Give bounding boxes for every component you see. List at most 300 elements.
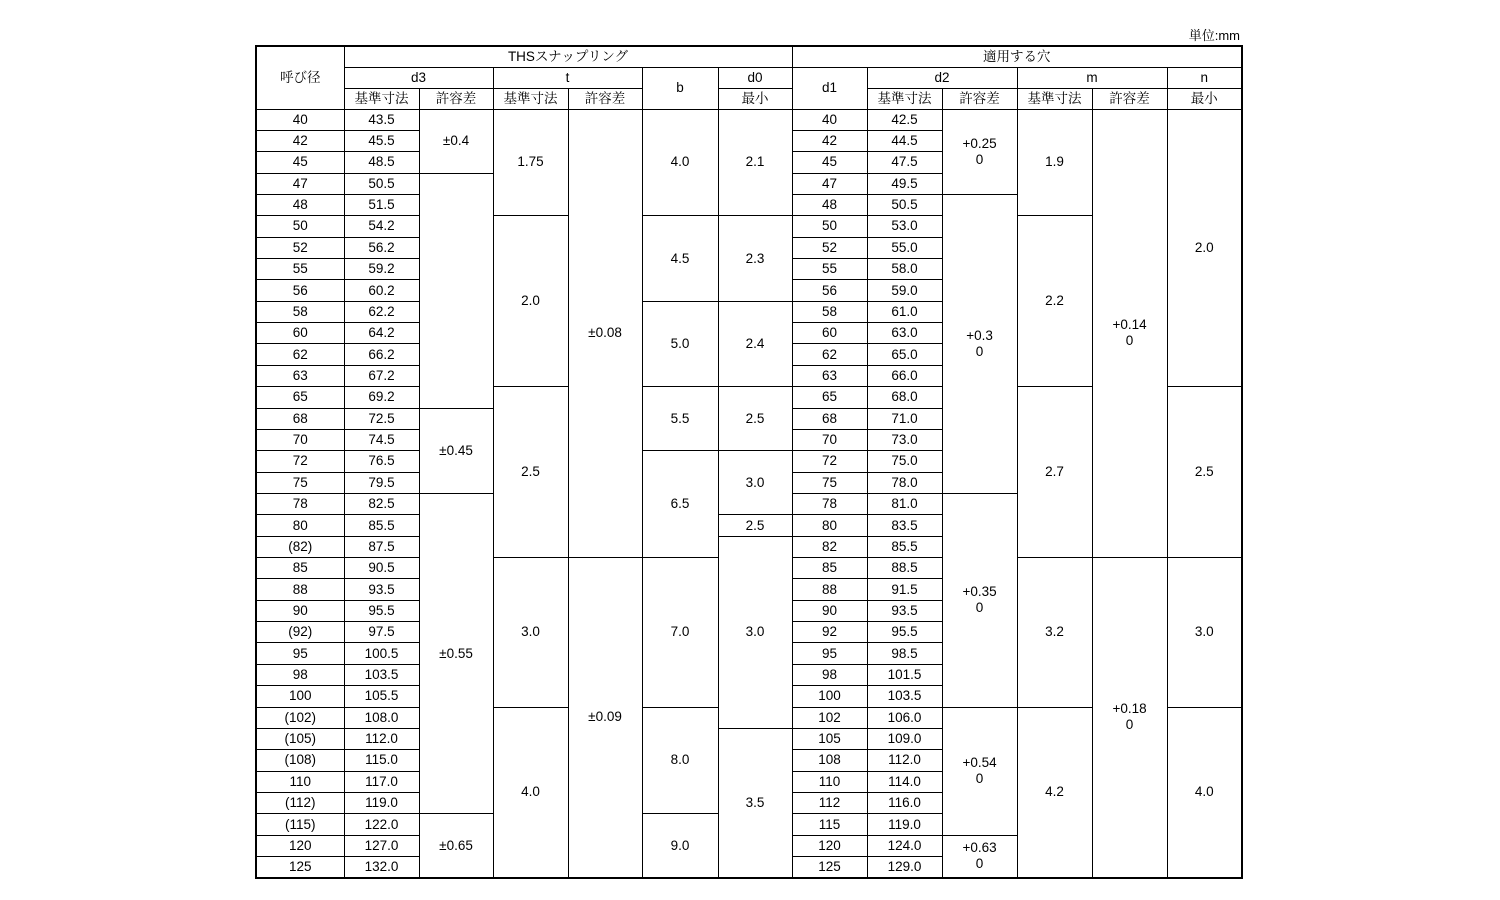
- cell-value: 103.5: [887, 688, 922, 704]
- cell-nominal: [256, 793, 344, 814]
- cell-nominal: [256, 515, 344, 536]
- header-d0: d0: [718, 67, 792, 88]
- cell-value: 0: [1125, 333, 1134, 349]
- cell-d2-base: [867, 259, 942, 280]
- cell-value: 50: [822, 218, 838, 234]
- cell-value: 8.0: [670, 752, 690, 768]
- cell-value: 78.0: [891, 474, 918, 490]
- cell-value: 63: [292, 367, 308, 383]
- cell-d3-base: [344, 686, 419, 707]
- cell-d1: [792, 835, 867, 856]
- cell-value: 74.5: [368, 432, 395, 448]
- cell-b: [642, 814, 718, 878]
- cell-value: 5.5: [670, 410, 690, 426]
- header-t: t: [493, 67, 642, 88]
- cell-d2-base: [867, 707, 942, 728]
- cell-value: 88.5: [891, 560, 918, 576]
- cell-d2-base: [867, 857, 942, 878]
- cell-value: 6.5: [670, 496, 690, 512]
- cell-d2-base: [867, 728, 942, 749]
- header-t-tol: 許容差: [568, 88, 642, 109]
- cell-d2-base: [867, 793, 942, 814]
- cell-d0-min: [718, 536, 792, 728]
- cell-value: 42: [292, 133, 308, 149]
- cell-value: 110: [289, 773, 312, 789]
- cell-value: 2.5: [1194, 464, 1214, 480]
- cell-nominal: [256, 237, 344, 258]
- cell-value: 2.7: [1045, 464, 1064, 480]
- cell-value: 59.2: [368, 261, 395, 277]
- cell-value: 100: [288, 688, 312, 704]
- cell-value: 1.75: [517, 154, 544, 170]
- cell-d1: [792, 536, 867, 557]
- cell-d3-base: [344, 857, 419, 878]
- cell-d0-min: [718, 515, 792, 536]
- cell-value: 0: [975, 856, 984, 872]
- header-d1: d1: [792, 67, 867, 109]
- cell-d3-base: [344, 622, 419, 643]
- header-d2: d2: [867, 67, 1017, 88]
- cell-value: 110: [818, 773, 841, 789]
- cell-t-tol: [568, 558, 642, 878]
- cell-b: [642, 451, 718, 558]
- cell-d2-base: [867, 173, 942, 194]
- cell-value: (115): [284, 816, 316, 832]
- cell-nominal: [256, 686, 344, 707]
- cell-d1: [792, 259, 867, 280]
- cell-n-min: [1167, 387, 1242, 558]
- cell-d0-min: [718, 451, 792, 515]
- cell-value: 5.0: [670, 335, 690, 351]
- cell-d2-base: [867, 301, 942, 322]
- cell-d3-base: [344, 579, 419, 600]
- cell-value: 2.0: [1194, 239, 1214, 255]
- header-ths-snap-ring: THSスナップリング: [344, 46, 792, 67]
- cell-value: 61.0: [891, 303, 918, 319]
- cell-d2-base: [867, 323, 942, 344]
- cell-d2-base: [867, 130, 942, 151]
- cell-t-base: [493, 109, 568, 216]
- cell-value: 90: [822, 602, 838, 618]
- header-d0-min: 最小: [718, 88, 792, 109]
- cell-value: 48.5: [368, 154, 395, 170]
- cell-value: 85.5: [368, 517, 395, 533]
- cell-value: 65: [822, 389, 838, 405]
- cell-value: 60.2: [368, 282, 395, 298]
- cell-value: 103.5: [364, 667, 399, 683]
- cell-value: 0: [975, 343, 984, 359]
- cell-d2-base: [867, 451, 942, 472]
- cell-d2-tol: [942, 109, 1017, 194]
- cell-d1: [792, 600, 867, 621]
- header-b: b: [642, 67, 718, 109]
- cell-value: 83.5: [891, 517, 918, 533]
- cell-d3-base: [344, 280, 419, 301]
- cell-d3-base: [344, 793, 419, 814]
- cell-d3-tol: [419, 814, 493, 878]
- cell-nominal: [256, 536, 344, 557]
- cell-value: 120: [818, 837, 841, 853]
- cell-value: 3.0: [521, 624, 540, 640]
- cell-t-base: [493, 558, 568, 708]
- cell-value: 0: [975, 771, 984, 787]
- header-m-base: 基準寸法: [1017, 88, 1092, 109]
- cell-d2-base: [867, 536, 942, 557]
- unit-label: 単位:mm: [1188, 28, 1240, 43]
- cell-nominal: [256, 835, 344, 856]
- cell-value: 85.5: [891, 538, 918, 554]
- cell-b: [642, 301, 718, 386]
- cell-value: 76.5: [368, 453, 395, 469]
- cell-d2-base: [867, 152, 942, 173]
- cell-d1: [792, 558, 867, 579]
- cell-n-min: [1167, 707, 1242, 878]
- cell-m-base: [1017, 558, 1092, 708]
- cell-d1: [792, 793, 867, 814]
- cell-value: 95.5: [891, 624, 918, 640]
- cell-d3-base: [344, 493, 419, 514]
- cell-value: 7.0: [670, 624, 690, 640]
- header-d2-base: 基準寸法: [867, 88, 942, 109]
- cell-t-tol: [568, 109, 642, 558]
- cell-value: +0.63: [962, 840, 997, 856]
- cell-nominal: [256, 152, 344, 173]
- cell-d3-base: [344, 429, 419, 450]
- cell-value: 56: [822, 282, 838, 298]
- cell-d3-tol: [419, 109, 493, 173]
- cell-b: [642, 707, 718, 814]
- cell-d1: [792, 707, 867, 728]
- cell-d1: [792, 771, 867, 792]
- header-applicable-hole: 適用する穴: [792, 46, 1242, 67]
- cell-value: 52: [292, 239, 308, 255]
- cell-d1: [792, 728, 867, 749]
- cell-d2-base: [867, 515, 942, 536]
- cell-value: 98: [822, 667, 838, 683]
- cell-d3-base: [344, 216, 419, 237]
- cell-value: 65: [292, 389, 308, 405]
- cell-value: 72.5: [368, 410, 395, 426]
- cell-d3-base: [344, 814, 419, 835]
- cell-value: 108.0: [364, 709, 399, 725]
- cell-value: 55.0: [891, 239, 918, 255]
- cell-d2-base: [867, 622, 942, 643]
- cell-value: 4.0: [670, 154, 690, 170]
- cell-value: 43.5: [368, 111, 395, 127]
- cell-value: 100: [818, 688, 841, 704]
- cell-value: 3.5: [745, 794, 765, 810]
- cell-nominal: [256, 451, 344, 472]
- cell-d1: [792, 750, 867, 771]
- cell-nominal: [256, 600, 344, 621]
- cell-value: 119.0: [888, 816, 921, 832]
- cell-value: 115.0: [365, 752, 398, 768]
- cell-n-min: [1167, 558, 1242, 708]
- cell-value: 120: [288, 837, 312, 853]
- header-d3: d3: [344, 67, 493, 88]
- cell-value: 92: [822, 624, 838, 640]
- cell-value: 54.2: [368, 218, 395, 234]
- cell-value: 42.5: [891, 111, 918, 127]
- cell-value: 70: [822, 432, 838, 448]
- cell-value: 62: [822, 346, 838, 362]
- cell-value: 3.0: [745, 624, 765, 640]
- cell-value: 63.0: [891, 325, 918, 341]
- cell-value: 58: [292, 303, 308, 319]
- cell-d1: [792, 237, 867, 258]
- cell-value: 129.0: [887, 859, 922, 874]
- cell-value: ±0.45: [439, 442, 473, 458]
- cell-value: 117.0: [365, 773, 398, 789]
- snap-ring-dimension-table: [255, 45, 1243, 879]
- cell-value: 124.0: [887, 837, 922, 853]
- header-n-min: 最小: [1167, 88, 1242, 109]
- cell-d3-base: [344, 152, 419, 173]
- cell-m-base: [1017, 387, 1092, 558]
- cell-value: 2.5: [521, 464, 540, 480]
- cell-value: 72: [292, 453, 308, 469]
- cell-value: 3.2: [1045, 624, 1064, 640]
- cell-m-base: [1017, 109, 1092, 216]
- cell-d3-base: [344, 750, 419, 771]
- cell-value: 63: [822, 367, 838, 383]
- cell-value: 69.2: [368, 389, 395, 405]
- cell-value: 50.5: [368, 175, 395, 191]
- cell-d3-base: [344, 237, 419, 258]
- cell-d3-base: [344, 130, 419, 151]
- cell-d2-base: [867, 387, 942, 408]
- cell-d3-base: [344, 408, 419, 429]
- cell-nominal: [256, 301, 344, 322]
- cell-d3-base: [344, 771, 419, 792]
- cell-d3-base: [344, 728, 419, 749]
- cell-value: 88: [292, 581, 308, 597]
- cell-d3-base: [344, 835, 419, 856]
- cell-d1: [792, 664, 867, 685]
- cell-d1: [792, 451, 867, 472]
- cell-d2-base: [867, 558, 942, 579]
- cell-value: 79.5: [368, 474, 395, 490]
- header-n: n: [1167, 67, 1242, 88]
- table-body: [256, 109, 1242, 878]
- table-header: [256, 46, 1242, 109]
- cell-d1: [792, 152, 867, 173]
- cell-value: 56: [292, 282, 308, 298]
- cell-value: 98.5: [891, 645, 918, 661]
- cell-nominal: [256, 664, 344, 685]
- cell-nominal: [256, 259, 344, 280]
- cell-value: 70: [292, 432, 308, 448]
- cell-value: 114.0: [888, 773, 921, 789]
- cell-d2-base: [867, 835, 942, 856]
- cell-value: +0.14: [1112, 317, 1147, 333]
- cell-d3-tol: [419, 173, 493, 408]
- cell-value: 97.5: [368, 624, 395, 640]
- cell-d1: [792, 344, 867, 365]
- cell-value: 80: [292, 517, 308, 533]
- cell-value: +0.54: [962, 755, 997, 771]
- cell-nominal: [256, 280, 344, 301]
- cell-value: 60: [822, 325, 838, 341]
- cell-m-base: [1017, 216, 1092, 387]
- cell-d0-min: [718, 301, 792, 386]
- cell-d3-base: [344, 387, 419, 408]
- header-d2-tol: 許容差: [942, 88, 1017, 109]
- cell-value: 78: [292, 496, 308, 512]
- header-d3-base: 基準寸法: [344, 88, 419, 109]
- cell-value: (92): [288, 624, 313, 640]
- cell-d3-base: [344, 365, 419, 386]
- cell-value: 72: [822, 453, 838, 469]
- cell-d0-min: [718, 387, 792, 451]
- cell-d1: [792, 429, 867, 450]
- header-d3-tol: 許容差: [419, 88, 493, 109]
- cell-nominal: [256, 387, 344, 408]
- cell-d2-base: [867, 365, 942, 386]
- cell-d1: [792, 857, 867, 878]
- table-row: [256, 109, 1242, 130]
- cell-d1: [792, 643, 867, 664]
- cell-value: 68: [292, 410, 308, 426]
- cell-d2-base: [867, 750, 942, 771]
- header-nominal-size: 呼び径: [256, 46, 344, 109]
- cell-value: 4.0: [1194, 784, 1214, 800]
- cell-value: 0: [975, 151, 984, 167]
- cell-value: 64.2: [368, 325, 395, 341]
- cell-value: 2.5: [745, 410, 765, 426]
- cell-value: 47: [292, 175, 308, 191]
- cell-d3-tol: [419, 493, 493, 813]
- cell-value: 3.0: [1194, 624, 1214, 640]
- cell-value: 58: [822, 303, 838, 319]
- cell-nominal: [256, 472, 344, 493]
- cell-d1: [792, 472, 867, 493]
- cell-value: 40: [822, 111, 838, 127]
- cell-b: [642, 387, 718, 451]
- cell-d2-tol: [942, 835, 1017, 878]
- cell-value: 125: [288, 859, 312, 874]
- cell-value: 51.5: [368, 197, 395, 213]
- cell-value: 0: [1125, 717, 1134, 733]
- cell-value: 122.0: [364, 816, 399, 832]
- cell-value: 112.0: [888, 752, 921, 768]
- cell-nominal: [256, 365, 344, 386]
- cell-value: 95: [292, 645, 308, 661]
- cell-value: 2.2: [1045, 293, 1064, 309]
- cell-value: 68.0: [891, 389, 918, 405]
- cell-d3-base: [344, 194, 419, 215]
- cell-b: [642, 216, 718, 301]
- cell-value: 50.5: [891, 197, 918, 213]
- cell-d1: [792, 301, 867, 322]
- cell-value: 66.0: [891, 367, 918, 383]
- cell-nominal: [256, 814, 344, 835]
- cell-value: 55: [822, 261, 838, 277]
- cell-d1: [792, 622, 867, 643]
- cell-nominal: [256, 857, 344, 878]
- cell-value: (82): [288, 538, 313, 554]
- cell-value: 127.0: [364, 837, 399, 853]
- cell-value: 0: [975, 600, 984, 616]
- cell-d3-base: [344, 664, 419, 685]
- cell-value: 4.0: [521, 784, 540, 800]
- cell-value: 100.5: [364, 645, 399, 661]
- cell-value: 52: [822, 239, 838, 255]
- cell-d2-tol: [942, 707, 1017, 835]
- cell-d2-base: [867, 472, 942, 493]
- cell-value: 90.5: [368, 560, 395, 576]
- cell-t-base: [493, 707, 568, 878]
- cell-nominal: [256, 558, 344, 579]
- cell-value: 49.5: [891, 175, 918, 191]
- cell-value: 45.5: [368, 133, 395, 149]
- cell-value: 60: [292, 325, 308, 341]
- cell-value: (105): [284, 731, 316, 747]
- cell-nominal: [256, 194, 344, 215]
- cell-value: 1.9: [1045, 154, 1064, 170]
- header-m: m: [1017, 67, 1167, 88]
- cell-d1: [792, 686, 867, 707]
- cell-value: 53.0: [891, 218, 918, 234]
- cell-value: 87.5: [368, 538, 395, 554]
- cell-value: 93.5: [368, 581, 395, 597]
- cell-value: 109.0: [887, 731, 922, 747]
- cell-nominal: [256, 728, 344, 749]
- cell-value: 95.5: [368, 602, 395, 618]
- cell-value: 65.0: [891, 346, 918, 362]
- cell-value: 85: [822, 560, 838, 576]
- cell-d1: [792, 579, 867, 600]
- cell-value: 82.5: [368, 496, 395, 512]
- cell-d2-base: [867, 643, 942, 664]
- cell-d0-min: [718, 728, 792, 878]
- cell-value: 82: [822, 538, 838, 554]
- cell-value: 58.0: [891, 261, 918, 277]
- cell-value: (102): [284, 709, 316, 725]
- cell-value: 102: [818, 709, 841, 725]
- cell-d2-base: [867, 237, 942, 258]
- cell-value: ±0.4: [442, 133, 470, 149]
- cell-d1: [792, 365, 867, 386]
- cell-d2-base: [867, 771, 942, 792]
- cell-value: 112: [818, 795, 841, 811]
- cell-value: 98: [292, 667, 308, 683]
- cell-d3-base: [344, 643, 419, 664]
- cell-value: 44.5: [891, 133, 918, 149]
- cell-value: 2.3: [745, 250, 765, 266]
- cell-value: 45: [292, 154, 308, 170]
- cell-value: 45: [822, 154, 838, 170]
- cell-value: 105: [818, 731, 841, 747]
- cell-d1: [792, 515, 867, 536]
- cell-d2-tol: [942, 493, 1017, 707]
- cell-d2-base: [867, 109, 942, 130]
- cell-value: +0.35: [962, 584, 997, 600]
- cell-value: 42: [822, 133, 838, 149]
- cell-d3-tol: [419, 408, 493, 493]
- cell-value: 4.5: [670, 250, 690, 266]
- cell-value: 78: [822, 496, 838, 512]
- cell-nominal: [256, 429, 344, 450]
- cell-value: 75: [822, 474, 838, 490]
- cell-d3-base: [344, 536, 419, 557]
- cell-nominal: [256, 408, 344, 429]
- cell-d2-base: [867, 493, 942, 514]
- cell-d1: [792, 493, 867, 514]
- cell-value: 105.5: [364, 688, 399, 704]
- cell-d2-base: [867, 280, 942, 301]
- cell-d3-base: [344, 109, 419, 130]
